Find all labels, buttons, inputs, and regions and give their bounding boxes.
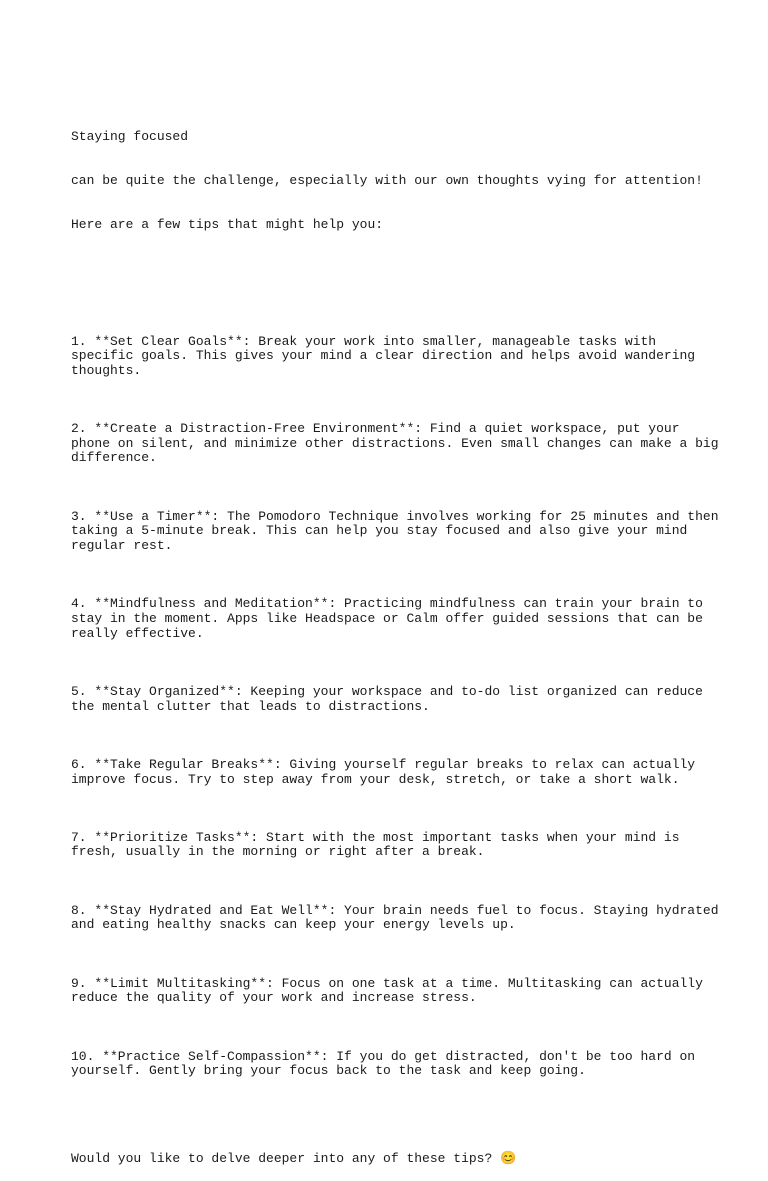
closing-question: Would you like to delve deeper into any of these tips? 😊: [71, 1150, 517, 1166]
tip-item: 4. **Mindfulness and Meditation**: Practicing mindfulness can train your brain to stay in the moment. Apps like Headspace or Calm offer guided sessions that can be really effective.: [71, 596, 703, 641]
intro-line: Here are a few tips that might help you:: [71, 216, 384, 232]
tip-item: 6. **Take Regular Breaks**: Giving yourself regular breaks to relax can actually improve focus. Try to step away from your desk, stretch, or take a short walk.: [71, 756, 696, 787]
tip-item: 2. **Create a Distraction-Free Environment**: Find a quiet workspace, put your phone on silent, and minimize other distractions. Even small changes can make a big difference.: [71, 421, 719, 466]
tip-item: 9. **Limit Multitasking**: Focus on one task at a time. Multitasking can actually reduce the quality of your work and increase stress.: [71, 975, 703, 1006]
intro-block: [71, 101, 731, 262]
document-page: [71, 72, 731, 1181]
document-title: Staying focused: [71, 129, 189, 145]
intro-line: can be quite the challenge, especially with our own thoughts vying for attention!: [71, 173, 703, 189]
tip-item: 1. **Set Clear Goals**: Break your work into smaller, manageable tasks with specific goals. This gives your mind a clear direction and helps avoid wandering thoughts.: [71, 333, 696, 378]
tip-item: 7. **Prioritize Tasks**: Start with the most important tasks when your mind is fresh, usually in the morning or right after a break.: [71, 829, 680, 860]
tips-list: [71, 291, 731, 1108]
tip-item: 8. **Stay Hydrated and Eat Well**: Your brain needs fuel to focus. Staying hydrated and eating healthy snacks can keep your energy levels up.: [71, 902, 719, 933]
tip-item: 3. **Use a Timer**: The Pomodoro Technique involves working for 25 minutes and then taking a 5-minute break. This can help you stay focused and also give your mind regular rest.: [71, 508, 719, 553]
tip-item: 5. **Stay Organized**: Keeping your workspace and to-do list organized can reduce the mental clutter that leads to distractions.: [71, 683, 703, 714]
tip-item: 10. **Practice Self-Compassion**: If you do get distracted, don't be too hard on yourself. Gently bring your focus back to the task and keep going.: [71, 1048, 696, 1079]
